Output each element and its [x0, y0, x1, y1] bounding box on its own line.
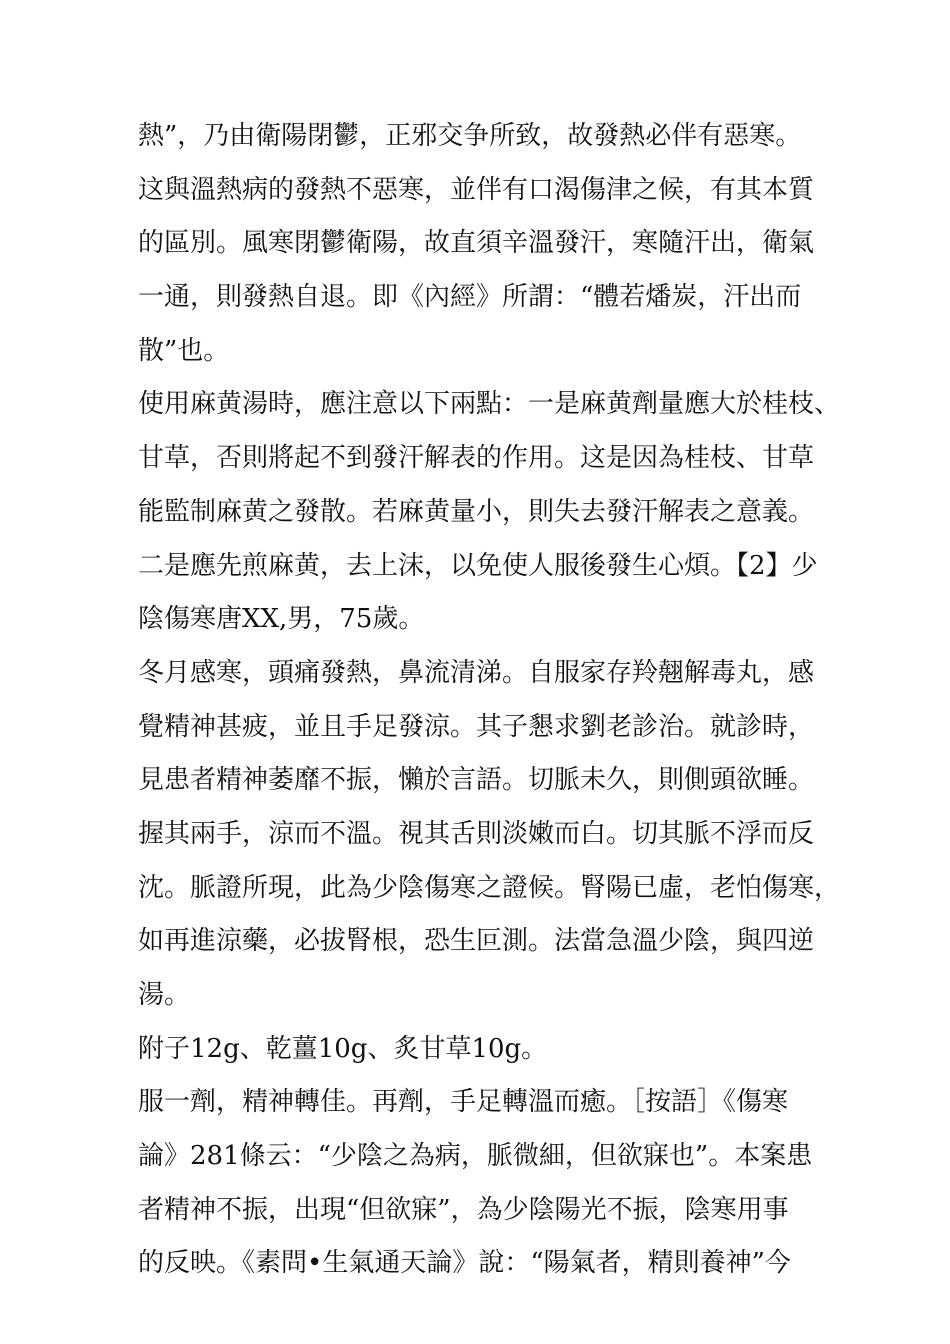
text-line-12: 覺精神甚疲，並且手足發涼。其子懇求劉老診治。就診時，	[138, 711, 815, 742]
text-line-21: 者精神不振，出現“但欲寐”，為少陰陽光不振，陰寒用事	[138, 1194, 789, 1225]
text-line-20: 論》281條云：“少陰之為病，脈微細，但欲寐也”。本案患	[138, 1141, 813, 1172]
text-line-11: 冬月感寒，頭痛發熱，鼻流清涕。自服家存羚翹解毒丸，感	[138, 657, 815, 688]
text-line-6: 使用麻黄湯時，應注意以下兩點：一是麻黄劑量應大於桂枝、	[138, 389, 841, 420]
document-page	[138, 110, 841, 1291]
text-line-7: 甘草，否則將起不到發汗解表的作用。这是因為桂枝、甘草	[138, 443, 815, 474]
text-line-3: 的區別。風寒閉鬱衛陽，故直須辛溫發汗，寒隨汗出，衛氣	[138, 228, 815, 259]
text-line-15: 沈。脈證所現，此為少陰傷寒之證候。腎陽已虛，老怕傷寒，	[138, 872, 841, 903]
text-line-9: 二是應先煎麻黄，去上沫，以免使人服後發生心煩。【2】少	[138, 550, 818, 581]
text-line-10: 陰傷寒唐XX,男，75歲。	[138, 604, 425, 635]
text-line-5: 散”也。	[138, 335, 230, 366]
text-line-8: 能監制麻黄之發散。若麻黄量小，則失去發汗解表之意義。	[138, 496, 815, 527]
text-line-4: 一通，則發熱自退。即《內經》所謂：“體若燔炭，汗出而	[138, 282, 802, 313]
text-line-2: 这與溫熱病的發熱不惡寒，並伴有口渴傷津之候，有其本質	[138, 174, 815, 205]
text-line-18: 附子12g、乾薑10g、炙甘草10g。	[138, 1033, 548, 1064]
text-line-19: 服一劑，精神轉佳。再劑，手足轉溫而癒。［按語］《傷寒	[138, 1087, 789, 1118]
text-line-1: 熱”，乃由衛陽閉鬱，正邪交争所致，故發熱必伴有惡寒。	[138, 121, 802, 151]
text-line-13: 見患者精神萎靡不振，懶於言語。切脈未久，則側頭欲睡。	[138, 765, 815, 796]
text-line-14: 握其兩手，涼而不溫。視其舌則淡嫩而白。切其脈不浮而反	[138, 818, 815, 849]
text-line-17: 湯。	[138, 980, 191, 1010]
text-line-16: 如再進涼藥，必拔腎根，恐生叵測。法當急溫少陰，與四逆	[138, 926, 815, 957]
text-line-22: 的反映。《素問•生氣通天論》說：“陽氣者，精則養神”今	[138, 1248, 791, 1279]
